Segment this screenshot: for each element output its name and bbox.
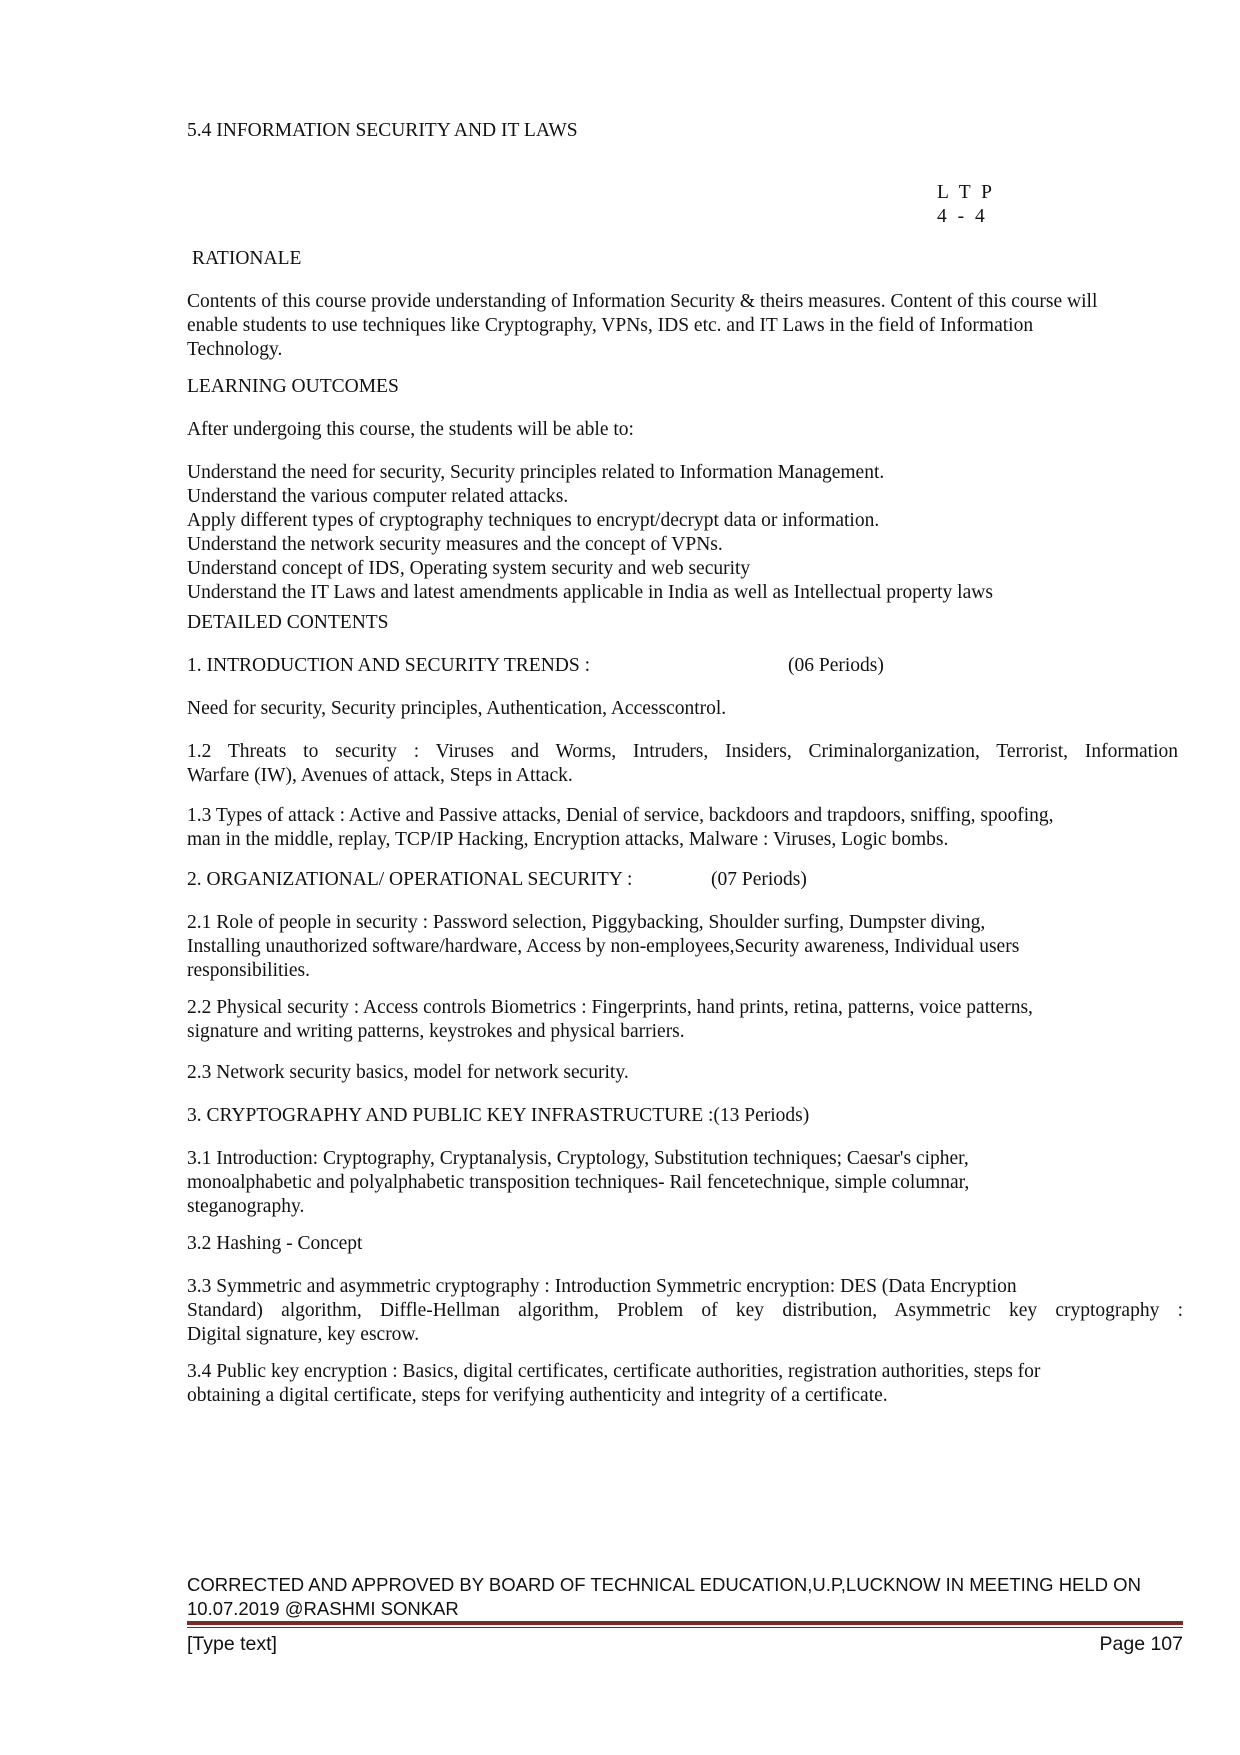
contents-heading: DETAILED CONTENTS	[187, 612, 389, 633]
outcomes-heading: LEARNING OUTCOMES	[187, 376, 399, 397]
rationale-line: Technology.	[187, 339, 283, 360]
section-line: 3.3 Symmetric and asymmetric cryptography : Introduction Symmetric encryption: DES (Data Encryption	[187, 1276, 1017, 1297]
section-1-3	[187, 804, 1187, 852]
section-line: man in the middle, replay, TCP/IP Hacking, Encryption attacks, Malware : Viruses, Logic bombs.	[187, 829, 949, 850]
unit1-title: 1. INTRODUCTION AND SECURITY TRENDS :	[187, 655, 591, 676]
unit3-heading: 3. CRYPTOGRAPHY AND PUBLIC KEY INFRASTRUCTURE :(13 Periods)	[187, 1105, 810, 1126]
section-2-1	[187, 911, 1187, 983]
page-number: Page 107	[1099, 1633, 1183, 1655]
outcome-item: Understand concept of IDS, Operating system security and web security	[187, 558, 751, 579]
unit1-intro: Need for security, Security principles, Authentication, Accesscontrol.	[187, 698, 727, 719]
ltp-values: 4 - 4	[937, 206, 988, 227]
section-line: Digital signature, key escrow.	[187, 1324, 420, 1345]
ltp-letters: L T P	[937, 182, 995, 203]
section-line: 2.1 Role of people in security : Password selection, Piggybacking, Shoulder surfing, Dumpster diving,	[187, 912, 986, 933]
outcomes-list	[187, 461, 1187, 605]
unit2-periods: (07 Periods)	[711, 869, 807, 890]
rationale-paragraph	[187, 290, 1187, 362]
section-line: Standard) algorithm, Diffle-Hellman algorithm, Problem of key distribution, Asymmetric key cryptography :	[187, 1300, 1183, 1321]
rationale-heading: RATIONALE	[192, 248, 302, 269]
unit2-title: 2. ORGANIZATIONAL/ OPERATIONAL SECURITY :	[187, 869, 633, 890]
section-line: 3.1 Introduction: Cryptography, Cryptanalysis, Cryptology, Substitution techniques; Caesar's cipher,	[187, 1148, 969, 1169]
outcomes-intro: After undergoing this course, the students will be able to:	[187, 419, 634, 440]
footer-rule-thin	[187, 1627, 1183, 1628]
section-2-2	[187, 996, 1187, 1044]
section-line: steganography.	[187, 1196, 305, 1217]
course-title: 5.4 INFORMATION SECURITY AND IT LAWS	[187, 120, 578, 141]
section-line: signature and writing patterns, keystrokes and physical barriers.	[187, 1021, 685, 1042]
section-line: 2.2 Physical security : Access controls Biometrics : Fingerprints, hand prints, retina, patterns, voice patterns,	[187, 997, 1033, 1018]
approval-line: 10.07.2019 @RASHMI SONKAR	[187, 1598, 459, 1619]
unit1-heading	[187, 654, 1187, 678]
outcome-item: Understand the IT Laws and latest amendments applicable in India as well as Intellectual property laws	[187, 582, 993, 603]
outcome-item: Understand the various computer related attacks.	[187, 486, 569, 507]
approval-line: CORRECTED AND APPROVED BY BOARD OF TECHNICAL EDUCATION,U.P,LUCKNOW IN MEETING HELD ON	[187, 1574, 1141, 1595]
section-line: monoalphabetic and polyalphabetic transposition techniques- Rail fencetechnique, simple columnar,	[187, 1172, 970, 1193]
section-3-1	[187, 1147, 1187, 1219]
section-line: 3.4 Public key encryption : Basics, digital certificates, certificate authorities, registration authorities, steps for	[187, 1361, 1041, 1382]
section-2-3: 2.3 Network security basics, model for network security.	[187, 1062, 629, 1083]
section-line: 1.3 Types of attack : Active and Passive attacks, Denial of service, backdoors and trapdoors, sniffing, spoofing,	[187, 805, 1054, 826]
outcome-item: Apply different types of cryptography techniques to encrypt/decrypt data or information.	[187, 510, 880, 531]
section-line: responsibilities.	[187, 960, 310, 981]
outcome-item: Understand the need for security, Security principles related to Information Management.	[187, 462, 885, 483]
ltp-block	[937, 181, 1057, 229]
footer-rule-thick	[187, 1621, 1183, 1625]
unit1-periods: (06 Periods)	[788, 655, 884, 676]
section-1-2	[187, 740, 1187, 788]
section-3-3	[187, 1275, 1187, 1347]
rationale-line: Contents of this course provide understanding of Information Security & theirs measures. Content of this course will	[187, 291, 1098, 312]
section-3-2: 3.2 Hashing - Concept	[187, 1233, 363, 1254]
section-line: Installing unauthorized software/hardware, Access by non-employees,Security awareness, Individual users	[187, 936, 1020, 957]
outcome-item: Understand the network security measures and the concept of VPNs.	[187, 534, 723, 555]
footer-placeholder-text: [Type text]	[187, 1633, 277, 1655]
approval-note	[187, 1573, 1187, 1621]
section-line: 1.2 Threats to security : Viruses and Worms, Intruders, Insiders, Criminalorganization, Terrorist, Information	[187, 741, 1178, 762]
section-3-4	[187, 1360, 1187, 1408]
unit2-heading	[187, 868, 1187, 892]
section-line: Warfare (IW), Avenues of attack, Steps in Attack.	[187, 765, 573, 786]
rationale-line: enable students to use techniques like Cryptography, VPNs, IDS etc. and IT Laws in the field of Information	[187, 315, 1034, 336]
section-line: obtaining a digital certificate, steps for verifying authenticity and integrity of a certificate.	[187, 1385, 888, 1406]
